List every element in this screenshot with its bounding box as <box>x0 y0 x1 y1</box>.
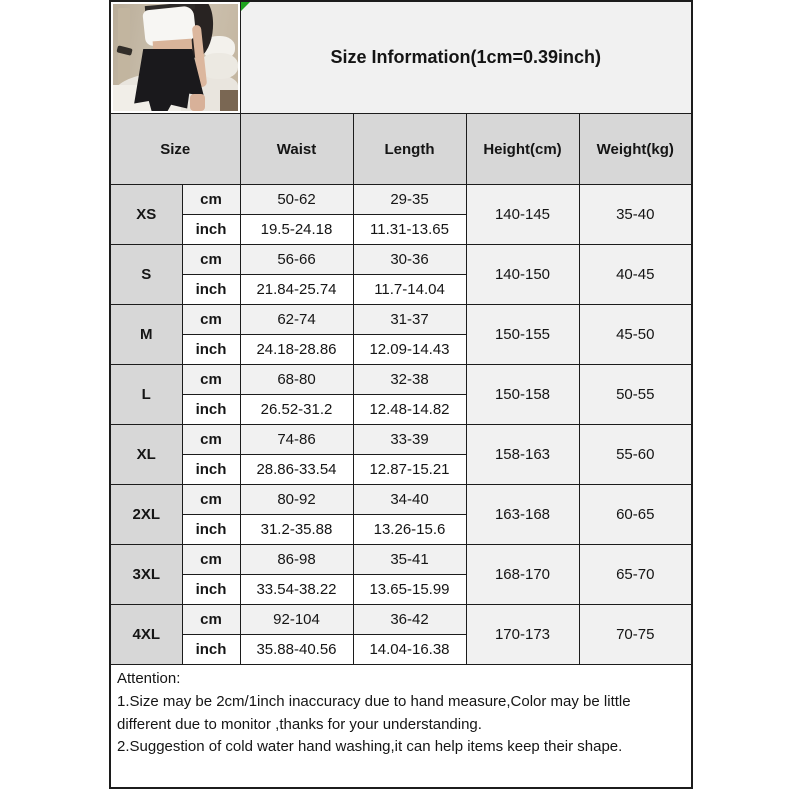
waist-inch-value: 33.54-38.22 <box>240 575 353 605</box>
product-photo <box>113 4 238 111</box>
length-inch-value: 13.65-15.99 <box>353 575 466 605</box>
height-value: 163-168 <box>466 485 579 545</box>
weight-value: 50-55 <box>579 365 692 425</box>
length-inch-value: 12.09-14.43 <box>353 335 466 365</box>
table-row-cm <box>110 185 692 215</box>
title-cell <box>240 1 692 114</box>
top-row <box>110 1 692 114</box>
length-cm-value: 33-39 <box>353 425 466 455</box>
height-value: 168-170 <box>466 545 579 605</box>
unit-label-cm: cm <box>182 425 240 455</box>
waist-inch-value: 35.88-40.56 <box>240 635 353 665</box>
column-header-waist: Waist <box>240 114 353 185</box>
waist-inch-value: 24.18-28.86 <box>240 335 353 365</box>
length-cm-value: 32-38 <box>353 365 466 395</box>
table-row-cm <box>110 305 692 335</box>
length-inch-value: 14.04-16.38 <box>353 635 466 665</box>
size-label: XS <box>110 185 182 245</box>
unit-label-inch: inch <box>182 275 240 305</box>
unit-label-inch: inch <box>182 395 240 425</box>
weight-value: 45-50 <box>579 305 692 365</box>
table-row-cm <box>110 545 692 575</box>
weight-value: 65-70 <box>579 545 692 605</box>
waist-cm-value: 86-98 <box>240 545 353 575</box>
unit-label-cm: cm <box>182 605 240 635</box>
length-cm-value: 34-40 <box>353 485 466 515</box>
unit-label-inch: inch <box>182 515 240 545</box>
attention-row <box>110 665 692 788</box>
table-row-cm <box>110 365 692 395</box>
waist-cm-value: 92-104 <box>240 605 353 635</box>
weight-value: 70-75 <box>579 605 692 665</box>
column-header-size: Size <box>110 114 240 185</box>
unit-label-inch: inch <box>182 575 240 605</box>
table-row-cm <box>110 245 692 275</box>
length-cm-value: 35-41 <box>353 545 466 575</box>
column-header-row <box>110 114 692 185</box>
size-label: 4XL <box>110 605 182 665</box>
length-cm-value: 31-37 <box>353 305 466 335</box>
height-value: 170-173 <box>466 605 579 665</box>
waist-inch-value: 19.5-24.18 <box>240 215 353 245</box>
column-header-length: Length <box>353 114 466 185</box>
height-value: 150-155 <box>466 305 579 365</box>
unit-label-cm: cm <box>182 245 240 275</box>
waist-cm-value: 50-62 <box>240 185 353 215</box>
bed-post <box>220 90 237 111</box>
size-label: XL <box>110 425 182 485</box>
weight-value: 55-60 <box>579 425 692 485</box>
unit-label-cm: cm <box>182 305 240 335</box>
weight-value: 35-40 <box>579 185 692 245</box>
column-header-height: Height(cm) <box>466 114 579 185</box>
length-cm-value: 29-35 <box>353 185 466 215</box>
waist-inch-value: 31.2-35.88 <box>240 515 353 545</box>
size-label: 2XL <box>110 485 182 545</box>
green-corner-marker-icon <box>241 2 250 11</box>
attention-heading: Attention: <box>117 670 181 687</box>
attention-note <box>110 665 692 788</box>
size-label: M <box>110 305 182 365</box>
product-photo-cell <box>110 1 240 114</box>
length-inch-value: 13.26-15.6 <box>353 515 466 545</box>
waist-inch-value: 28.86-33.54 <box>240 455 353 485</box>
size-chart-sheet <box>109 0 691 789</box>
length-inch-value: 11.31-13.65 <box>353 215 466 245</box>
waist-inch-value: 21.84-25.74 <box>240 275 353 305</box>
waist-cm-value: 56-66 <box>240 245 353 275</box>
size-label: S <box>110 245 182 305</box>
length-inch-value: 12.48-14.82 <box>353 395 466 425</box>
length-inch-value: 11.7-14.04 <box>353 275 466 305</box>
size-label: L <box>110 365 182 425</box>
page-title: Size Information(1cm=0.39inch) <box>330 47 602 67</box>
length-cm-value: 36-42 <box>353 605 466 635</box>
unit-label-inch: inch <box>182 335 240 365</box>
size-label: 3XL <box>110 545 182 605</box>
height-value: 150-158 <box>466 365 579 425</box>
waist-cm-value: 68-80 <box>240 365 353 395</box>
unit-label-inch: inch <box>182 455 240 485</box>
table-row-cm <box>110 485 692 515</box>
unit-label-cm: cm <box>182 185 240 215</box>
table-row-cm <box>110 425 692 455</box>
waist-cm-value: 80-92 <box>240 485 353 515</box>
unit-label-cm: cm <box>182 545 240 575</box>
waist-cm-value: 74-86 <box>240 425 353 455</box>
waist-inch-value: 26.52-31.2 <box>240 395 353 425</box>
unit-label-cm: cm <box>182 485 240 515</box>
height-value: 158-163 <box>466 425 579 485</box>
weight-value: 60-65 <box>579 485 692 545</box>
unit-label-cm: cm <box>182 365 240 395</box>
length-inch-value: 12.87-15.21 <box>353 455 466 485</box>
attention-line-1: 1.Size may be 2cm/1inch inaccuracy due to hand measure,Color may be little different due to monitor ,thanks for your understanding. <box>117 692 631 733</box>
unit-label-inch: inch <box>182 635 240 665</box>
size-table <box>109 0 693 789</box>
height-value: 140-145 <box>466 185 579 245</box>
model-leg <box>190 94 205 111</box>
length-cm-value: 30-36 <box>353 245 466 275</box>
height-value: 140-150 <box>466 245 579 305</box>
unit-label-inch: inch <box>182 215 240 245</box>
weight-value: 40-45 <box>579 245 692 305</box>
attention-line-2: 2.Suggestion of cold water hand washing,it can help items keep their shape. <box>117 738 623 756</box>
column-header-weight: Weight(kg) <box>579 114 692 185</box>
table-row-cm <box>110 605 692 635</box>
waist-cm-value: 62-74 <box>240 305 353 335</box>
